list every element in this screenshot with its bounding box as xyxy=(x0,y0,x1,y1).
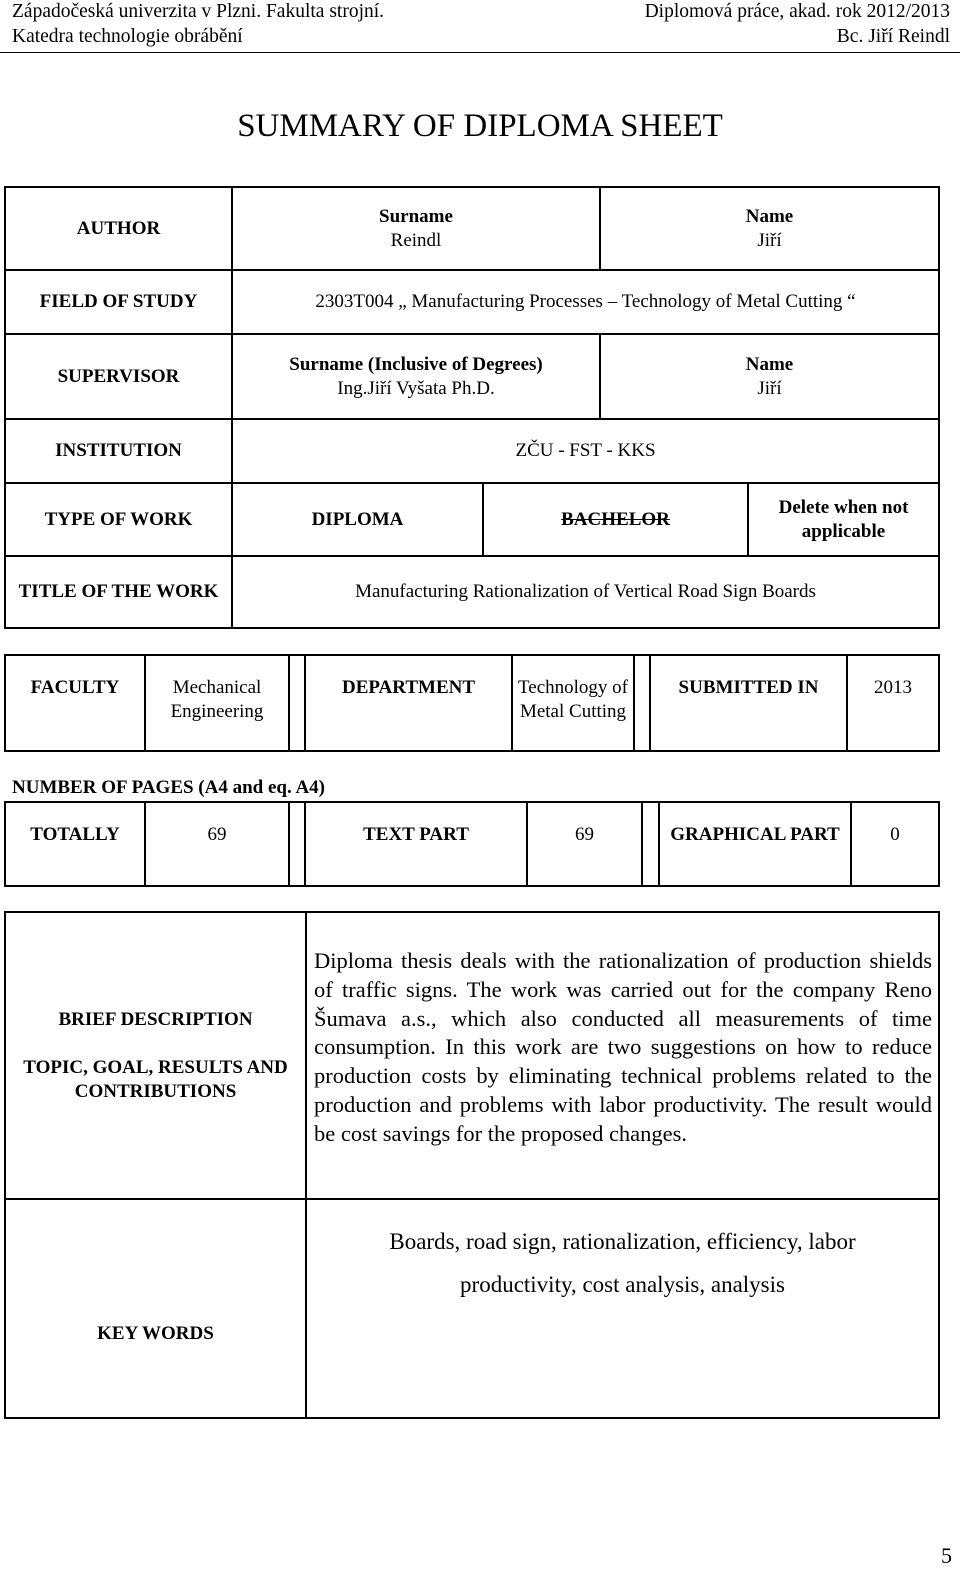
supervisor-surname-cell xyxy=(231,333,601,420)
supervisor-name: Jiří xyxy=(757,377,782,399)
submitted-value: 2013 xyxy=(846,654,940,752)
header-department: Katedra technologie obrábění xyxy=(12,26,243,47)
author-surname-cell xyxy=(231,186,601,271)
type-note: Delete when not applicable xyxy=(747,482,940,557)
description-text: Diploma thesis deals with the rationalization of production shields of traffic signs. The work was carried out for the company Reno Šumava a.s., which also conducted all measurements of time consumption. In this work are two suggestions on how to reduce production costs by eliminating technical problems related to the production and problems with labor productivity. The result would be cost savings for the proposed changes. xyxy=(314,948,932,1146)
field-of-study-value: 2303T004 „ Manufacturing Processes – Technology of Metal Cutting “ xyxy=(231,269,940,335)
title-of-work-value: Manufacturing Rationalization of Vertical Road Sign Boards xyxy=(231,555,940,629)
totally-value: 69 xyxy=(144,801,290,887)
department-label: DEPARTMENT xyxy=(304,654,513,752)
type-of-work-label: TYPE OF WORK xyxy=(4,482,233,557)
header-row-2 xyxy=(12,25,950,49)
pages-heading: NUMBER OF PAGES (A4 and eq. A4) xyxy=(12,777,325,798)
author-name-cell xyxy=(599,186,940,271)
graphical-part-label: GRAPHICAL PART xyxy=(658,801,852,887)
supervisor-name-cell xyxy=(599,333,940,420)
page-title: SUMMARY OF DIPLOMA SHEET xyxy=(237,108,723,144)
institution-label: INSTITUTION xyxy=(4,418,233,484)
description-label-cell xyxy=(4,911,307,1200)
text-part-value: 69 xyxy=(526,801,643,887)
author-surname-label: Surname xyxy=(379,205,453,227)
page-number: 5 xyxy=(941,1543,952,1568)
supervisor-name-label: Name xyxy=(745,353,794,375)
description-sublabel: TOPIC, GOAL, RESULTS AND CONTRIBUTIONS xyxy=(23,1056,288,1102)
header-author: Bc. Jiří Reindl xyxy=(836,26,950,47)
author-label: AUTHOR xyxy=(4,186,233,271)
type-diploma: DIPLOMA xyxy=(231,482,484,557)
supervisor-label: SUPERVISOR xyxy=(4,333,233,420)
field-of-study-label: FIELD OF STUDY xyxy=(4,269,233,335)
author-name-label: Name xyxy=(745,205,794,227)
supervisor-surname-label: Surname (Inclusive of Degrees) xyxy=(289,353,543,375)
graphical-part-value: 0 xyxy=(850,801,940,887)
type-bachelor xyxy=(482,482,749,557)
keywords-text: Boards, road sign, rationalization, efficiency, labor productivity, cost analysis, analysis xyxy=(389,1229,856,1297)
header-thesis-year: Diplomová práce, akad. rok 2012/2013 xyxy=(644,1,950,22)
institution-value: ZČU - FST - KKS xyxy=(231,418,940,484)
keywords-label: KEY WORDS xyxy=(4,1198,307,1419)
text-part-label: TEXT PART xyxy=(304,801,528,887)
supervisor-surname: Ing.Jiří Vyšata Ph.D. xyxy=(337,377,495,399)
title-of-work-label: TITLE OF THE WORK xyxy=(4,555,233,629)
author-name: Jiří xyxy=(757,229,782,251)
header-university: Západočeská univerzita v Plzni. Fakulta strojní. xyxy=(12,1,385,22)
header-row-1 xyxy=(12,0,950,24)
faculty-label: FACULTY xyxy=(4,654,146,752)
department-value: Technology of Metal Cutting xyxy=(511,654,635,752)
description-label: BRIEF DESCRIPTION xyxy=(58,1008,253,1030)
totally-label: TOTALLY xyxy=(4,801,146,887)
type-bachelor-text: BACHELOR xyxy=(561,508,670,530)
submitted-label: SUBMITTED IN xyxy=(649,654,848,752)
author-surname: Reindl xyxy=(390,229,442,251)
header-divider xyxy=(0,52,960,53)
faculty-value: Mechanical Engineering xyxy=(144,654,290,752)
